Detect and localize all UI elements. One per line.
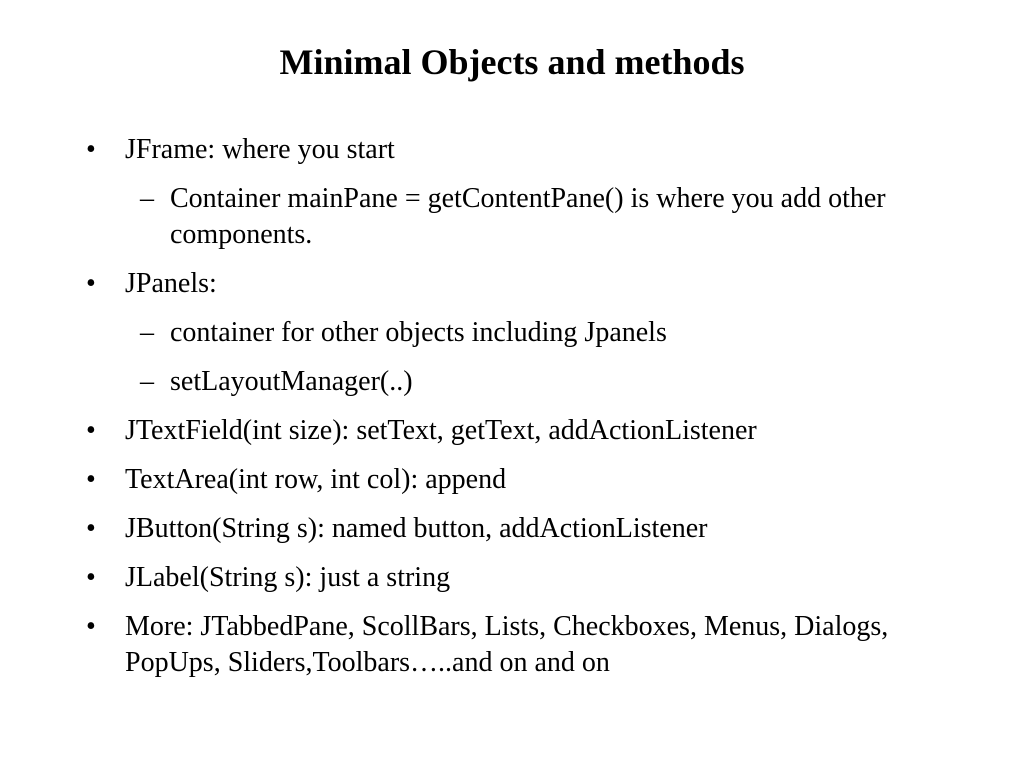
bullet-marker: • [86,134,96,165]
bullet-marker: • [86,513,96,544]
dash-marker: – [140,183,154,214]
bullet-text: JTextField(int size): setText, getText, addActionListener [125,415,757,446]
dash-marker: – [140,366,154,397]
slide-title: Minimal Objects and methods [279,42,745,82]
bullet-item-jframe [86,132,956,168]
bullet-marker: • [86,268,96,299]
sub-bullet-item-set-layout-manager [86,364,956,400]
bullet-text: JButton(String s): named button, addActionListener [125,513,708,544]
bullet-list [86,132,956,681]
bullet-text: JFrame: where you start [125,134,395,165]
sub-bullet-text: container for other objects including Jpanels [170,317,667,348]
bullet-marker: • [86,415,96,446]
bullet-item-more [86,609,956,681]
bullet-marker: • [86,464,96,495]
bullet-item-textarea [86,462,956,498]
sub-bullet-text: setLayoutManager(..) [170,366,413,397]
bullet-item-jbutton [86,511,956,547]
sub-bullet-text: Container mainPane = getContentPane() is where you add other components. [170,183,886,250]
sub-bullet-item-container [86,181,956,253]
bullet-marker: • [86,562,96,593]
bullet-item-jlabel [86,560,956,596]
bullet-text: TextArea(int row, int col): append [125,464,507,495]
bullet-marker: • [86,611,96,642]
bullet-item-jpanels [86,266,956,302]
bullet-item-jtextfield [86,413,956,449]
bullet-text: More: JTabbedPane, ScollBars, Lists, Checkboxes, Menus, Dialogs, PopUps, Sliders,Toolbars…..and on and on [125,611,889,678]
dash-marker: – [140,317,154,348]
bullet-text: JPanels: [125,268,217,299]
sub-bullet-item-container-for-objects [86,315,956,351]
bullet-text: JLabel(String s): just a string [125,562,451,593]
